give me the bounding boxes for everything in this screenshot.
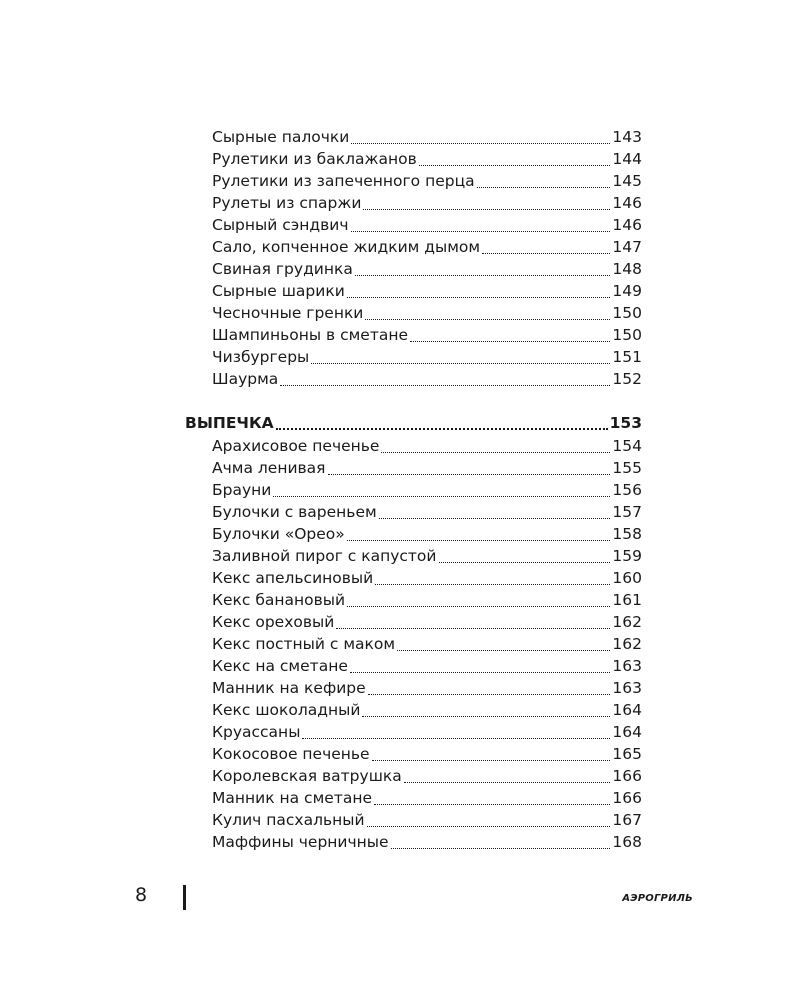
toc-entry-page: 146 — [612, 194, 642, 212]
toc-entry-page: 143 — [612, 128, 642, 146]
toc-entry[interactable] — [212, 280, 642, 302]
toc-entry-page: 149 — [612, 282, 642, 300]
toc-entry[interactable] — [212, 170, 642, 192]
dot-leader — [379, 518, 611, 519]
toc-entry-title: Кекс банановый — [212, 591, 346, 609]
toc-section-heading[interactable] — [185, 412, 642, 434]
toc-entry-title: Кекс апельсиновый — [212, 569, 374, 587]
toc-entry-page: 166 — [612, 789, 642, 807]
dot-leader — [302, 738, 610, 739]
dot-leader — [372, 760, 611, 761]
dot-leader — [410, 341, 610, 342]
dot-leader — [276, 428, 608, 430]
toc-entry-title: Свиная грудинка — [212, 260, 353, 278]
toc-entry[interactable] — [212, 148, 642, 170]
dot-leader — [363, 209, 610, 210]
toc-entry[interactable] — [212, 787, 642, 809]
toc-entry[interactable] — [212, 611, 642, 633]
toc-entry-title: Сало, копченное жидким дымом — [212, 238, 481, 256]
dot-leader — [347, 297, 611, 298]
toc-entry-title: Кекс шоколадный — [212, 701, 361, 719]
toc-entry[interactable] — [212, 302, 642, 324]
toc-entry[interactable] — [212, 457, 642, 479]
toc-entry-page: 167 — [612, 811, 642, 829]
toc-entry-page: 147 — [612, 238, 642, 256]
toc-entry[interactable] — [212, 743, 642, 765]
toc-entry-title: Манник на кефире — [212, 679, 366, 697]
dot-leader — [280, 385, 610, 386]
running-footer-title: АЭРОГРИЛЬ — [622, 893, 693, 904]
toc-entry-title: Брауни — [212, 481, 272, 499]
toc-entry-page: 161 — [612, 591, 642, 609]
toc-section-page: 153 — [609, 414, 642, 432]
toc-entry[interactable] — [212, 831, 642, 853]
toc-entry-title: Чизбургеры — [212, 348, 310, 366]
toc-entry[interactable] — [212, 589, 642, 611]
dot-leader — [355, 275, 611, 276]
dot-leader — [365, 319, 610, 320]
toc-entry[interactable] — [212, 677, 642, 699]
dot-leader — [439, 562, 611, 563]
toc-entry-page: 166 — [612, 767, 642, 785]
toc-entry[interactable] — [212, 501, 642, 523]
toc-entry[interactable] — [212, 236, 642, 258]
toc-entry[interactable] — [212, 324, 642, 346]
toc-entry[interactable] — [212, 126, 642, 148]
toc-entry-page: 148 — [612, 260, 642, 278]
toc-entry-page: 159 — [612, 547, 642, 565]
toc-entry[interactable] — [212, 368, 642, 390]
toc-entry-page: 160 — [612, 569, 642, 587]
dot-leader — [368, 694, 611, 695]
toc-entry[interactable] — [212, 214, 642, 236]
toc-entry-title: Рулетики из запеченного перца — [212, 172, 475, 190]
toc-entry-page: 165 — [612, 745, 642, 763]
toc-entry-page: 146 — [612, 216, 642, 234]
toc-entry-page: 152 — [612, 370, 642, 388]
dot-leader — [367, 826, 611, 827]
toc-entry-title: Сырный сэндвич — [212, 216, 349, 234]
toc-entry-page: 164 — [612, 701, 642, 719]
toc-entry[interactable] — [212, 523, 642, 545]
dot-leader — [351, 143, 610, 144]
toc-entry-title: Круассаны — [212, 723, 301, 741]
toc-entry[interactable] — [212, 435, 642, 457]
dot-leader — [477, 187, 611, 188]
toc-entry-title: Сырные палочки — [212, 128, 350, 146]
toc-entry-page: 150 — [612, 304, 642, 322]
toc-entry-page: 163 — [612, 657, 642, 675]
toc-entry-title: Чесночные гренки — [212, 304, 364, 322]
dot-leader — [375, 584, 610, 585]
dot-leader — [347, 606, 610, 607]
toc-section-title: ВЫПЕЧКА — [185, 414, 274, 432]
toc-entry-title: Булочки «Орео» — [212, 525, 345, 543]
toc-entry[interactable] — [212, 721, 642, 743]
dot-leader — [404, 782, 611, 783]
toc-entry-title: Сырные шарики — [212, 282, 345, 300]
toc-entry-page: 145 — [612, 172, 642, 190]
toc-entry-title: Шампиньоны в сметане — [212, 326, 409, 344]
toc-entry-title: Рулеты из спаржи — [212, 194, 362, 212]
toc-entry-page: 154 — [612, 437, 642, 455]
toc-entry-title: Королевская ватрушка — [212, 767, 402, 785]
toc-entry-title: Шаурма — [212, 370, 279, 388]
toc-entry-title: Кекс ореховый — [212, 613, 335, 631]
dot-leader — [381, 452, 610, 453]
toc-entry[interactable] — [212, 809, 642, 831]
toc-entry-title: Кекс постный с маком — [212, 635, 396, 653]
dot-leader — [336, 628, 610, 629]
toc-entry-page: 157 — [612, 503, 642, 521]
dot-leader — [350, 672, 611, 673]
toc-entry-title: Булочки с вареньем — [212, 503, 377, 521]
toc-entry-title: Манник на сметане — [212, 789, 373, 807]
toc-entry[interactable] — [212, 655, 642, 677]
toc-entry[interactable] — [212, 545, 642, 567]
dot-leader — [347, 540, 611, 541]
toc-entry[interactable] — [212, 346, 642, 368]
toc-entry-title: Рулетики из баклажанов — [212, 150, 417, 168]
dot-leader — [391, 848, 611, 849]
toc-entry-page: 155 — [612, 459, 642, 477]
dot-leader — [351, 231, 611, 232]
dot-leader — [419, 165, 611, 166]
toc-entry[interactable] — [212, 765, 642, 787]
toc-entry-title: Маффины черничные — [212, 833, 389, 851]
dot-leader — [482, 253, 610, 254]
toc-entry[interactable] — [212, 699, 642, 721]
toc-entry-page: 144 — [612, 150, 642, 168]
toc-entry-title: Кекс на сметане — [212, 657, 348, 675]
page-number: 8 — [135, 884, 148, 906]
toc-entry-title: Кокосовое печенье — [212, 745, 370, 763]
toc-entry-page: 158 — [612, 525, 642, 543]
footer-divider — [183, 885, 186, 910]
toc-entry-page: 168 — [612, 833, 642, 851]
toc-entry[interactable] — [212, 192, 642, 214]
dot-leader — [397, 650, 610, 651]
toc-entry-page: 162 — [612, 635, 642, 653]
toc-entry[interactable] — [212, 567, 642, 589]
dot-leader — [273, 496, 610, 497]
toc-entry-page: 163 — [612, 679, 642, 697]
toc-entry-page: 156 — [612, 481, 642, 499]
dot-leader — [311, 363, 610, 364]
toc-entry-page: 162 — [612, 613, 642, 631]
toc-entry-title: Арахисовое печенье — [212, 437, 380, 455]
dot-leader — [362, 716, 610, 717]
toc-entry-title: Заливной пирог с капустой — [212, 547, 437, 565]
toc-entry-page: 151 — [612, 348, 642, 366]
toc-entry[interactable] — [212, 258, 642, 280]
toc-entry[interactable] — [212, 479, 642, 501]
toc-entry-title: Кулич пасхальный — [212, 811, 365, 829]
dot-leader — [328, 474, 611, 475]
toc-entry[interactable] — [212, 633, 642, 655]
toc-entry-page: 150 — [612, 326, 642, 344]
toc-entry-page: 164 — [612, 723, 642, 741]
toc-entry-title: Ачма ленивая — [212, 459, 326, 477]
dot-leader — [374, 804, 610, 805]
